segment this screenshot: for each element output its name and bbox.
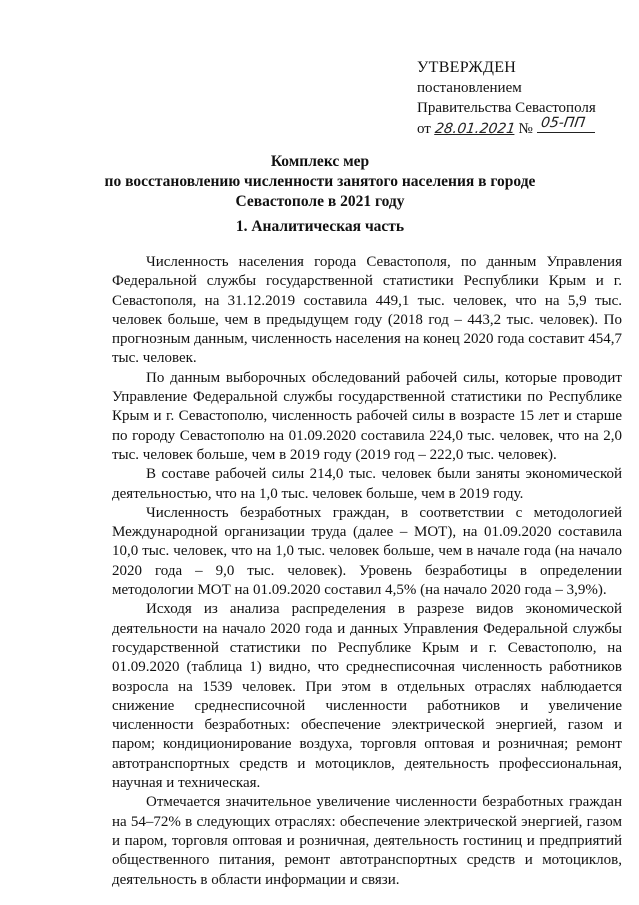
handwritten-date: 28.01.2021 [433,121,516,137]
body-text [112,253,622,890]
title-line-1: Комплекс мер [270,153,370,170]
paragraph: Численность населения города Севастополя, по данным Управления Федеральной службы государственной статистики Республики Крым и г. Севастополя, на 31.12.2019 составила 449,1 тыс. человек, что на 5,9 тыс. человек больше, чем в предыдущем году (2018 год – 443,2 тыс. человек). По прогнозным данным, численность населения на конец 2020 года составит 454,7 тыс. человек. [112,254,622,367]
approval-line-2: Правительства Севастополя [417,100,596,116]
number-blank [537,115,595,133]
approval-stamp [417,58,627,139]
paragraph: Исходя из анализа распределения в разрезе видов экономической деятельности на начало 2020 года и данных Управления Федеральной службы государственной статистики по Республике Крым и г. Севастополю, на 01.09.2020 (таблица 1) видно, что среднесписочная численность работников возросла на 1539 человек. При этом в отдельных отраслях наблюдается снижение среднесписочной численности работников и увеличение численности безработных: обеспечение электрической энергией, газом и паром; кондиционирование воздуха, торговля оптовая и розничная; ремонт автотранспортных средств и мотоциклов, деятельность профессиональная, научная и техническая. [112,601,622,792]
approval-line-1: постановлением [417,80,522,96]
number-prefix: № [518,121,533,137]
section-heading: 1. Аналитическая часть [235,218,405,235]
paragraph: По данным выборочных обследований рабочей силы, которые проводит Управление Федеральной службы государственной статистики по Республике Крым и г. Севастополю, численность рабочей силы в возрасте 15 лет и старше по городу Севастополю на 01.09.2020 составила 224,0 тыс. человек, что на 2,0 тыс. человек больше, чем в 2019 году (2019 год – 222,0 тыс. человек). [112,369,622,463]
paragraph: Отмечается значительное увеличение численности безработных граждан на 54–72% в следующих отраслях: обеспечение электрической энергией, газом и паром, торговля оптовая и розничная, деятельность гостиниц и предприятий общественного питания, ремонт автотранспортных средств и мотоциклов, деятельность в области информации и связи. [112,794,622,888]
date-prefix: от [417,121,431,137]
paragraph: Численность безработных граждан, в соответствии с методологией Международной организации труда (далее – МОТ), на 01.09.2020 составила 10,0 тыс. человек, что на 1,0 тыс. человек больше, чем в начале года (на начало 2020 года – 9,0 тыс. человек). Уровень безработицы в определении методологии МОТ на 01.09.2020 составил 4,5% (на начало 2020 года – 3,9%). [112,504,622,599]
document-title [60,152,580,212]
title-line-3: Севастополе в 2021 году [235,193,405,210]
approval-date-line [417,115,627,139]
title-line-2: по восстановлению численности занятого населения в городе [104,173,536,190]
approval-title: УТВЕРЖДЕН [417,59,517,76]
handwritten-number: 05-ПП [539,115,586,131]
paragraph: В составе рабочей силы 214,0 тыс. человек были заняты экономической деятельностью, что на 1,0 тыс. человек больше, чем в 2019 году. [112,466,622,502]
